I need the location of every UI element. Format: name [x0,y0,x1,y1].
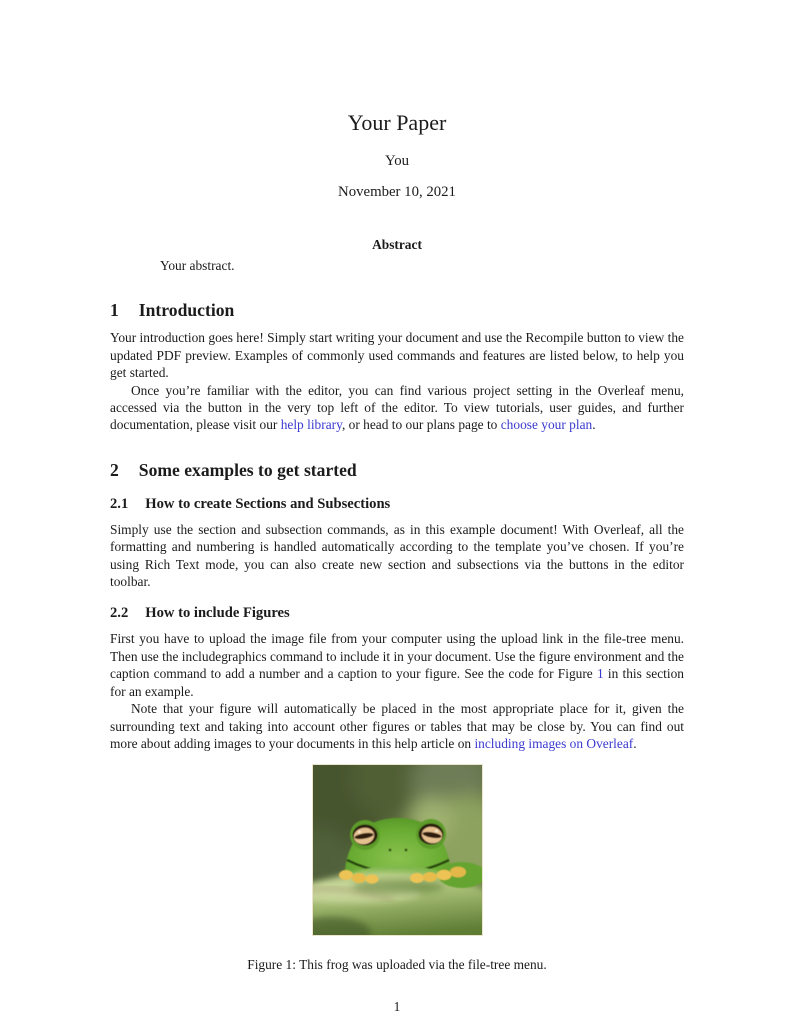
help-library-link[interactable]: help library [280,417,342,433]
paper-author: You [384,153,409,169]
section-2-2-title: How to include Figures [145,605,290,622]
abstract-text: Your abstract. [160,258,235,273]
figures-paragraph-2 [110,700,684,752]
text-run: Note that your figure will automatically be placed in the most appropriate place for it, given the surrounding text and taking into account other figures or tables that may be close by. You can find out more about adding images to your documents in this help article on [110,701,684,751]
section-2-2-number: 2.2 [110,605,129,622]
including-images-link[interactable]: including images on Overleaf [474,735,634,751]
section-2-2-heading [110,605,684,622]
figure-caption: Figure 1: This frog was uploaded via the file-tree menu. [247,957,547,973]
text-run: . [592,417,596,433]
figures-paragraph-1 [110,630,684,700]
section-2-number: 2 [110,459,119,480]
text-run: . [633,735,637,751]
paper-date: November 10, 2021 [338,184,456,200]
section-2-title: Some examples to get started [138,459,357,480]
intro-paragraph-1: Your introduction goes here! Simply start writing your document and use the Recompile button to view the updated PDF preview. Examples of commonly used commands and features are listed below, to help you get started. [110,330,684,381]
text-run: Once you’re familiar with the editor, you can find various project setting in the Overleaf menu, accessed via the button in the very top left of the editor. To view tutorials, user guides, and further documentation, please visit our [110,382,684,433]
text-run: in this section for an example. [110,666,684,699]
abstract-heading: Abstract [372,237,422,252]
paper-title: Your Paper [347,110,447,135]
section-1-number: 1 [110,300,119,321]
section-2-1-title: How to create Sections and Subsections [145,495,391,512]
page-number: 1 [393,999,401,1015]
section-2-1-number: 2.1 [110,495,129,512]
frog-photo [312,764,483,936]
figure-1 [0,764,794,940]
text-run: , or head to our plans page to [341,417,501,433]
section-1-heading [110,300,684,321]
section-2-1-heading [110,496,684,513]
subsections-paragraph: Simply use the section and subsection commands, as in this example document! With Overleaf, all the formatting and numbering is handled automatically according to the template you’ve chosen. If you’re using Rich Text mode, you can also create new section and subsections via the buttons in the editor toolbar. [110,521,684,590]
figure-1-ref-link[interactable]: 1 [596,666,604,682]
intro-paragraph-2 [110,382,684,434]
text-run: First you have to upload the image file from your computer using the upload link in the file-tree menu. Then use the includegraphics command to include it in your document. Use the figure environment and the caption command to add a number and a caption to your figure. See the code for Figure [110,631,684,682]
choose-your-plan-link[interactable]: choose your plan [500,417,593,433]
section-1-title: Introduction [138,300,235,321]
section-2-heading [110,460,684,481]
